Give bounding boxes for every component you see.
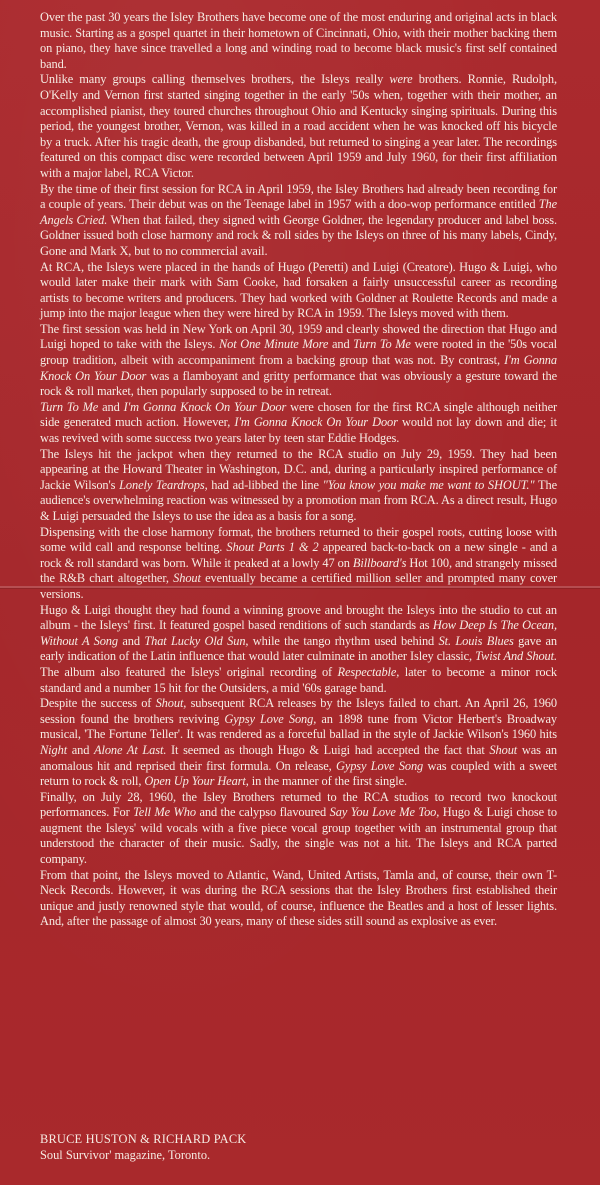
italic-title-text: Respectable, [337, 664, 400, 679]
paragraph [40, 696, 557, 790]
paragraph-text: eventually became a certified million seller and prompted many cover versions. [40, 571, 558, 601]
paragraph-text: Hugo & Luigi thought they had found a winning groove and brought the Isleys into the studio to cut an album - the Isleys' first. It featured gospel based renditions of such standards as [40, 602, 557, 633]
paragraph-text: and [67, 742, 95, 757]
paragraph-text: were chosen for the first RCA single although neither side generated much action. However, [40, 399, 557, 430]
paragraph [40, 72, 557, 181]
paragraph [40, 603, 557, 697]
paragraph-text: When that failed, they signed with George Goldner, the legendary producer and label boss. Goldner issued both close harmony and rock & roll sides by the Isleys on three of his many labels, Cindy, Gone and Mark X, but to no commercial avail. [40, 212, 558, 258]
paragraph-text: The first session was held in New York on April 30, 1959 and clearly showed the direction that Hugo and Luigi hoped to take with the Isleys. [40, 321, 557, 352]
paragraph-text: Hot 100, and strangely missed the R&B chart altogether, [40, 555, 557, 586]
italic-title-text: I'm Gonna Knock On Your Door [123, 399, 287, 414]
paragraph-text: It seemed as though Hugo & Luigi had accepted the fact that [166, 742, 490, 757]
italic-title-text: Gypsy Love Song, [224, 711, 317, 726]
italic-title-text: I'm Gonna Knock On Your Door [234, 415, 398, 430]
paragraph-text: and the calypso flavoured [195, 805, 330, 820]
italic-title-text: Shout [173, 571, 201, 586]
paragraph [40, 260, 557, 322]
italic-title-text: Shout, [155, 696, 187, 711]
paragraph-text: would not lay down and die; it was revived with some success two years later by teen star Eddie Hodges. [40, 415, 557, 446]
paragraph-text: subsequent RCA releases by the Isleys failed to chart. An April 26, 1960 session found the brothers reviving [40, 696, 557, 726]
paragraph [40, 447, 557, 525]
italic-title-text: Shout [489, 742, 518, 757]
paragraph-text: By the time of their first session for RCA in April 1959, the Isley Brothers had already been recording for a couple of years. Their debut was on the Teenage label in 1957 with a doo-wop performance entitled [40, 181, 557, 212]
paragraph [40, 322, 557, 400]
paragraph-text: had ad-libbed the line [207, 477, 323, 492]
paragraph-text: brothers. Ronnie, Rudolph, O'Kelly and Vernon first started singing together in the early '50s when, together with their mother, an accomplished pianist, they toured churches throughout Ohio and Kentucky singing spirituals. During this period, the youngest brother, Vernon, was killed in a road accident when he was knocked off his bicycle by a truck. After his tragic death, the group disbanded, but returned to singing a year later. The recordings featured on this compact disc were recorded between April 1959 and July 1960, for their first affiliation with a major label, RCA Victor. [40, 72, 557, 180]
italic-title-text: That Lucky Old Sun, [144, 633, 249, 648]
italic-title-text: How Deep Is The Ocean, Without A Song [40, 618, 557, 648]
paragraph-text: Over the past 30 years the Isley Brothers have become one of the most enduring and original acts in black music. Starting as a gospel quartet in their hometown of Cincinnati, Ohio, with their mother backing them on piano, they have since travelled a long and winding road to become black music's first self contained band. [40, 10, 557, 71]
paragraph-text: were rooted in the '50s vocal group tradition, albeit with accompaniment from a backing group that was not. By contrast, [40, 337, 557, 368]
paragraph-text: Despite the success of [40, 696, 156, 711]
italic-title-text: Night [40, 742, 68, 757]
italic-title-text: Not One Minute More [219, 337, 329, 352]
italic-title-text: Twist And Shout. [475, 649, 557, 664]
paragraph-text: Unlike many groups calling themselves brothers, the Isleys really [40, 72, 390, 87]
author-credit [40, 1131, 440, 1163]
paragraph-text: From that point, the Isleys moved to Atlantic, Wand, United Artists, Tamla and, of course, their own T-Neck Records. However, it was during the RCA sessions that the Isley Brothers first established their unique and justly renowned style that would, of course, influence the Beatles and a host of lesser lights. And, after the passage of almost 30 years, many of these sides still sound as explosive as ever. [40, 867, 557, 929]
paragraph-text: was an anomalous hit and reprised their first formula. On release, [40, 742, 557, 773]
italic-title-text: Turn To Me [40, 399, 99, 414]
paragraph-text: and [118, 633, 145, 648]
paragraph [40, 868, 557, 930]
italic-title-text: Shout Parts 1 & 2 [226, 540, 319, 555]
paragraph-text: was a flamboyant and gritty performance that was obviously a gesture toward the rock & roll market, then popularly supposed to be in retreat. [40, 368, 558, 399]
author-names: BRUCE HUSTON & RICHARD PACK [40, 1132, 247, 1146]
paragraph [40, 525, 557, 603]
italic-title-text: were [389, 72, 413, 87]
italic-title-text: Billboard's [352, 555, 407, 570]
paragraph-text: Dispensing with the close harmony format, the brothers returned to their gospel roots, cutting loose with some wild call and response belting. [40, 524, 557, 555]
paragraph-text: was coupled with a sweet return to rock & roll, [40, 758, 557, 789]
paragraph-text: The audience's overwhelming reaction was witnessed by a promotion man from RCA. As a direct result, Hugo & Luigi persuaded the Isleys to use the idea as a basis for a song. [40, 477, 557, 523]
paragraph-text: and [328, 337, 354, 352]
italic-title-text: The Angels Cried. [40, 197, 557, 227]
paragraph-text: and [98, 399, 124, 414]
paragraph-text: The Isleys hit the jackpot when they returned to the RCA studio on July 29, 1959. They had been appearing at the Howard Theater in Washington, D.C. and, during a particularly inspired performance of Jackie Wilson's [40, 446, 557, 492]
paragraph-text: while the tango rhythm used behind [248, 633, 439, 648]
paragraph [40, 182, 557, 260]
paragraph-text: appeared back-to-back on a new single - and a rock & roll standard was born. While it peaked at a lowly 47 on [40, 540, 558, 570]
paragraph [40, 790, 557, 868]
paragraph-text: in the manner of the first single. [248, 774, 407, 789]
italic-title-text: St. Louis Blues [438, 633, 514, 648]
italic-title-text: "You know you make me want to SHOUT." [322, 477, 535, 492]
italic-title-text: Tell Me Who [133, 805, 196, 820]
liner-notes-body [40, 10, 557, 930]
paragraph-text: The album also featured the Isleys' original recording of [40, 664, 338, 679]
italic-title-text: Say You Love Me Too, [329, 805, 440, 820]
author-publication: Soul Survivor' magazine, Toronto. [40, 1148, 211, 1162]
paragraph-text: Hugo & Luigi chose to augment the Isleys' wild vocals with a five piece vocal group together with an instrumental group that understood the character of their music. Sadly, the single was not a hit. The Isleys and RCA parted company. [40, 805, 557, 867]
paragraph-text: an 1898 tune from Victor Herbert's Broadway musical, 'The Fortune Teller'. It was rendered as a forceful ballad in the style of Jackie Wilson's 1960 hits [40, 711, 557, 742]
italic-title-text: I'm Gonna Knock On Your Door [40, 353, 557, 383]
paragraph-text: gave an early indication of the Latin influence that would later culminate in another Isley classic, [40, 633, 557, 664]
paragraph-text: Finally, on July 28, 1960, the Isley Brothers returned to the RCA studios to record two knockout performances. For [40, 789, 557, 820]
italic-title-text: Turn To Me [353, 337, 411, 352]
italic-title-text: Alone At Last. [94, 742, 167, 757]
paragraph [40, 10, 557, 72]
paragraph-text: later to become a minor rock standard and a number 15 hit for the Outsiders, a mid '60s garage band. [40, 664, 557, 695]
paragraph-text: At RCA, the Isleys were placed in the hands of Hugo (Peretti) and Luigi (Creatore). Hugo & Luigi, who would later make their mark with Sam Cooke, had forsaken a fairly unsuccessful career as recording artists to become writers and producers. They had worked with Goldner at Roulette Records and made a jump into the major league when they were hired by RCA in 1959. The Isleys moved with them. [40, 259, 557, 321]
italic-title-text: Open Up Your Heart, [144, 774, 249, 789]
italic-title-text: Lonely Teardrops, [119, 477, 208, 492]
italic-title-text: Gypsy Love Song [335, 758, 424, 773]
paragraph [40, 400, 557, 447]
